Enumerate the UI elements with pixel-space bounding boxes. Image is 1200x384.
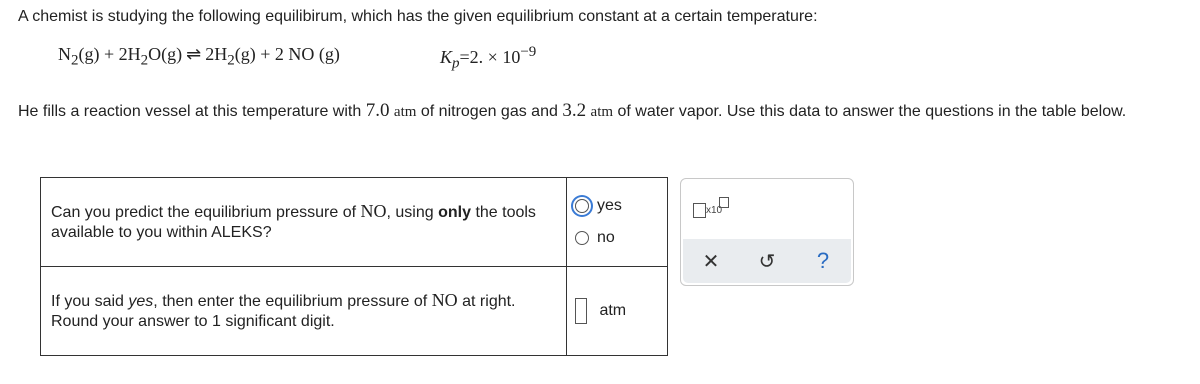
yes-option[interactable]	[575, 197, 659, 215]
eq-h2-sub: 2	[227, 52, 235, 69]
answer-unit: atm	[599, 302, 627, 320]
unit-atm: atm	[393, 104, 417, 120]
answer-tools-panel	[680, 178, 854, 286]
eq-no: NO	[288, 44, 315, 64]
q1-text: the tools available to you within ALEKS?	[51, 204, 536, 241]
exponent-box-icon	[719, 197, 729, 208]
q1-text: , using	[386, 204, 434, 221]
eq-h2o-sub: 2	[140, 52, 149, 69]
kp-value: =2. × 10	[459, 47, 521, 67]
conditions-part2: of nitrogen gas and	[420, 103, 558, 120]
equilibrium-arrow: ⇌	[186, 44, 202, 64]
eq-n2-sub: 2	[71, 52, 79, 69]
eq-plus: +	[104, 44, 115, 64]
eq-n2-state: (g)	[78, 44, 100, 64]
q2-italic: yes	[128, 293, 154, 310]
chemical-equation	[58, 44, 340, 70]
conditions-part1: He fills a reaction vessel at this temperature with	[18, 103, 362, 120]
no-radio[interactable]	[575, 231, 589, 245]
undo-button[interactable]	[747, 246, 787, 276]
q1-text: Can you predict the equilibrium pressure of	[51, 204, 357, 221]
q2-text: If you said	[51, 293, 124, 310]
close-icon: ✕	[702, 250, 720, 273]
scientific-notation-button[interactable]	[693, 197, 743, 219]
mantissa-box-icon	[693, 203, 706, 218]
eq-h2o-state: (g)	[161, 44, 183, 64]
yes-label: yes	[597, 197, 622, 214]
eq-plus: +	[260, 44, 271, 64]
n2-pressure: 7.0	[365, 100, 390, 121]
eq-no-state: (g)	[318, 44, 340, 64]
q2-text: , then enter the equilibrium pressure of	[153, 293, 428, 310]
question-2	[41, 267, 567, 356]
table-row	[41, 178, 668, 267]
answer-1-cell	[567, 178, 668, 267]
no-label: no	[597, 229, 615, 246]
eq-h2-coef: 2	[205, 44, 215, 64]
help-icon: ?	[816, 248, 830, 273]
eq-h2o-coef: 2	[118, 44, 128, 64]
unit-atm: atm	[590, 104, 614, 120]
q2-text: at right. Round your answer to 1 significant digit.	[51, 293, 516, 330]
clear-button[interactable]	[691, 246, 731, 276]
table-row	[41, 267, 668, 356]
eq-h2o-h: H	[127, 44, 141, 64]
species-no: NO	[360, 201, 387, 221]
eq-h2o-o: O	[148, 44, 162, 64]
species-no: NO	[431, 290, 458, 310]
conditions-text	[18, 100, 1126, 122]
eq-n2: N	[58, 44, 71, 64]
eq-h2-state: (g)	[234, 44, 256, 64]
question-table	[40, 177, 668, 356]
yes-radio[interactable]	[575, 199, 589, 213]
kp-exponent: −9	[520, 44, 537, 60]
eq-no-coef: 2	[274, 44, 284, 64]
kp-symbol: K	[440, 47, 453, 67]
no-option[interactable]	[575, 229, 659, 247]
tools-toolbar	[683, 239, 851, 283]
eq-h2-h: H	[214, 44, 228, 64]
help-button[interactable]	[803, 246, 843, 276]
answer-2-cell	[567, 267, 668, 356]
question-1	[41, 178, 567, 267]
x10-label: x10	[706, 205, 723, 216]
equilibrium-constant	[440, 44, 536, 73]
intro-text: A chemist is studying the following equilibirum, which has the given equilibrium constant at a certain temperature:	[18, 8, 818, 25]
h2o-pressure: 3.2	[562, 100, 587, 121]
undo-icon: ↺	[758, 250, 776, 273]
kp-sub: p	[452, 55, 460, 72]
q1-bold: only	[438, 204, 471, 221]
conditions-part3: of water vapor. Use this data to answer the questions in the table below.	[617, 103, 1127, 120]
pressure-input[interactable]	[575, 298, 587, 324]
